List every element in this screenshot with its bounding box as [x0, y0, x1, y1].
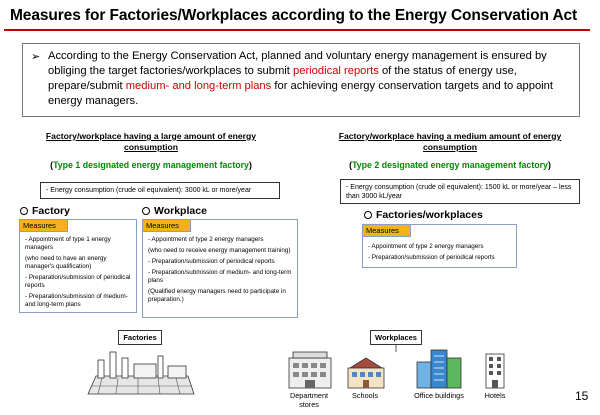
measure-item: (who need to receive energy management training)	[148, 247, 291, 254]
measure-item: - Preparation/submission of periodical reports	[25, 274, 131, 289]
medium-consumption-heading: Factory/workplace having a medium amount of energy consumption	[338, 131, 562, 152]
department-store-illustration	[287, 350, 333, 390]
factory-heading: Factory	[20, 205, 70, 217]
hotel-illustration	[484, 352, 506, 390]
large-consumption-criteria: - Energy consumption (crude oil equivalent): 3000 kL or more/year	[40, 182, 280, 199]
caption-office-buildings: Office buildings	[414, 391, 464, 400]
factories-workplaces-heading: Factories/workplaces	[364, 209, 483, 221]
large-consumption-heading: Factory/workplace having a large amount of energy consumption	[45, 131, 257, 152]
measure-item: - Appointment of type 2 energy managers	[148, 236, 264, 243]
page-number: 15	[575, 389, 589, 403]
caption-hotels: Hotels	[484, 391, 506, 400]
bullet-arrow-icon: ➢	[31, 51, 41, 63]
measures-label: Measures	[143, 220, 191, 232]
caption-schools: Schools	[352, 391, 378, 400]
measure-item: - Preparation/submission of medium- and long-term plans	[148, 269, 292, 284]
school-illustration	[346, 356, 386, 390]
highlight-periodical-reports: periodical reports	[293, 65, 379, 77]
measure-item: - Appointment of type 1 energy managers	[25, 236, 111, 251]
type2-label: (Type 2 designated energy management factory)	[349, 160, 551, 170]
workplace-heading: Workplace	[142, 205, 207, 217]
factories-tag: Factories	[118, 330, 162, 345]
measures-label: Measures	[363, 225, 411, 237]
measure-item: (who need to have an energy manager's qualification)	[25, 255, 107, 270]
measure-item: - Preparation/submission of periodical reports	[368, 254, 495, 261]
measure-item: (Qualified energy managers need to participate in preparation.)	[148, 288, 286, 303]
highlight-medium-long-term-plans: medium- and long-term plans	[125, 80, 272, 92]
measure-item: - Appointment of type 2 energy managers	[368, 243, 484, 250]
page-title: Measures for Factories/Workplaces according to the Energy Conservation Act	[10, 7, 578, 24]
workplaces-tag: Workplaces	[370, 330, 422, 345]
office-buildings-illustration	[415, 348, 463, 390]
measure-item: - Preparation/submission of periodical reports	[148, 258, 275, 265]
measure-item: - Preparation/submission of medium- and long-term plans	[25, 293, 128, 308]
caption-department-stores: Department stores	[289, 391, 329, 409]
type1-label: (Type 1 designated energy management factory)	[50, 160, 252, 170]
intro-text: According to the Energy Conservation Act, planned and voluntary energy management is ensured by obliging the target factories/workplaces to submit periodical reports of the status of energy use, prepare/submit medium- and long-term plans for achieving energy conservation targets and to appoint energy managers.	[48, 50, 553, 107]
medium-consumption-criteria: - Energy consumption (crude oil equivalent): 1500 kL or more/year – less than 3000 kL/year	[340, 179, 580, 204]
measures-label: Measures	[20, 220, 68, 232]
